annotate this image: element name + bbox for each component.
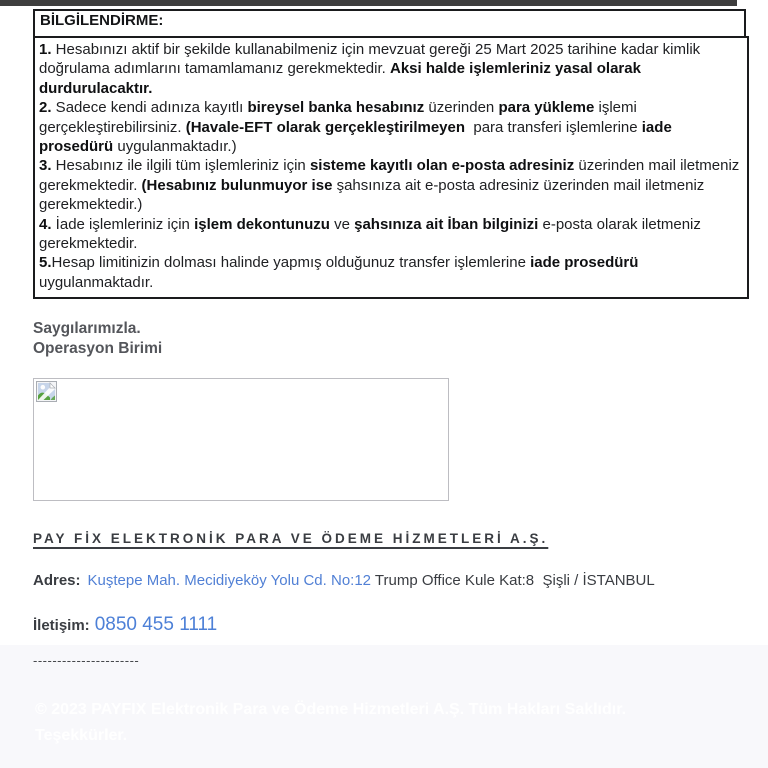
hidden-footer-text-line1: © 2023 PAYFIX Elektronik Para ve Ödeme Hizmetleri A.Ş. Tüm Hakları Saklıdır. xyxy=(35,701,627,718)
phone-link[interactable]: 0850 455 1111 xyxy=(94,614,218,635)
address-link[interactable]: Kuştepe Mah. Mecidiyeköy Yolu Cd. No:12 xyxy=(87,572,372,589)
broken-image-placeholder xyxy=(33,378,449,501)
notice-item: 2. Sadece kendi adınıza kayıtlı bireysel banka hesabınız üzerinden para yükleme işlemi gerçekleştirebilirsiniz. (Havale-EFT olarak gerçekleştirilmeyen para transferi işlemlerine iade prosedürü uygulanmaktadır.) xyxy=(39,99,672,156)
notice-title: BİLGİLENDİRME: xyxy=(40,12,164,29)
hidden-footer-text-line2: Teşekkürler. xyxy=(35,727,128,744)
address-row xyxy=(33,572,753,589)
notice-item: 3. Hesabınız ile ilgili tüm işlemleriniz için sisteme kayıtlı olan e-posta adresiniz üzerinden mail iletmeniz gerekmektedir. (Hesabınız bulunmuyor ise şahsınıza ait e-posta adresiniz üzerinden mail iletmeniz gerekmektedir.) xyxy=(39,157,740,214)
closing-signature xyxy=(33,319,162,359)
signature-divider-dashes: ---------------------- xyxy=(33,653,140,668)
notice-item: 1. Hesabınızı aktif bir şekilde kullanabilmeniz için mevzuat gereği 25 Mart 2025 tarihine kadar kimlik doğrulama adımlarını tamamlamanız gerekmektedir. Aksi halde işlemleriniz yasal olarak durdurulacaktır. xyxy=(39,41,701,97)
notice-item: 5.Hesap limitinizin dolması halinde yapmış olduğunuz transfer işlemlerine iade prosedürü uygulanmaktadır. xyxy=(39,254,639,291)
top-dark-strip xyxy=(0,0,737,6)
notice-list-box xyxy=(33,36,749,299)
broken-image-icon xyxy=(36,381,57,402)
notice-item: 4. İade işlemleriniz için işlem dekontunuzu ve şahsınıza ait İban bilginizi e-posta olarak iletmeniz gerekmektedir. xyxy=(39,215,701,253)
closing-line-regards: Saygılarımızla. xyxy=(33,320,141,337)
notice-title-box xyxy=(33,9,746,38)
address-label: Adres: xyxy=(33,572,81,589)
contact-label: İletişim: xyxy=(33,617,90,634)
company-name: PAY FİX ELEKTRONİK PARA VE ÖDEME HİZMETLERİ A.Ş. xyxy=(33,531,549,546)
closing-line-department: Operasyon Birimi xyxy=(33,340,163,357)
address-rest: Trump Office Kule Kat:8 Şişli / İSTANBUL xyxy=(371,572,655,589)
contact-row xyxy=(33,614,217,636)
